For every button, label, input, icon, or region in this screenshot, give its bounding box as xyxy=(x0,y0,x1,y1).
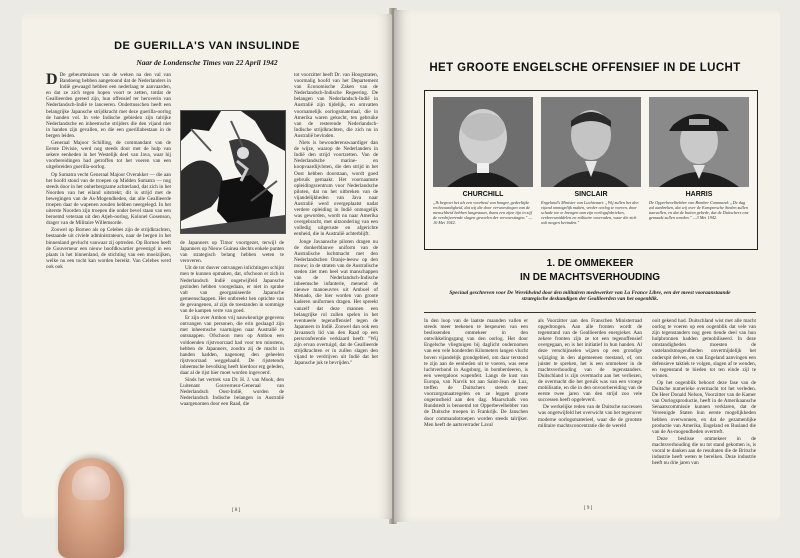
left-column-2 xyxy=(180,240,284,502)
paragraph: Op het oogenblik behoort deze fase van de Duitsche numerieke overmacht tot het verleden. De Heer Donald Nelson, Voorzitter van de Kamer van Oorlogsproductie, heeft in de Amerikaansche Senaatscommissie kunnen verklaren, dat de Vereenigde Staten hun eerste mogelijkheden hebben overwonnen, en dat de gezamenlijke productie van Amerika, Engeland en Rusland die van de As-mogendheden overtreft. xyxy=(652,379,756,435)
paragraph: Jonge Javaansche piloten dragen nu de donkerblauwe uniform van de Australische luchtmacht met den Nederlandschen Oranje-leeuw op den mouw; in de straten van de Australische steden ziet men heel wat manschappen van de Nederlandsch-Indische inheemsche infanterie, menend de nieuwe manoeuvres uit Amboel of Menado, die hier worden van groote kaderen uniformen dragen. Het spreekt vanzelf dat deze mannen een belangrijke rol zullen spelen in het eventueele tegenoffensief tegen de Japanners in Indië. Zoowel dan ook een Javaansch lid van den Raad op een persconferentie verklaard heeft: "Wij zijn ervan overtuigd, dat de Geallieerde strijdkrachten er in zullen slagen den vijand te verdrijven uit Indië dat het Japansche juk te bevrijden." xyxy=(294,238,378,367)
portrait-image xyxy=(649,97,749,187)
right-column-3 xyxy=(652,318,756,502)
paragraph: tot voorzitter heeft Dr. van Hoogstraten, voormalig hoofd van het Departement van Economische Zaken van de Nederlandsch-Indische Regeering. De belangen van Nederlandsch-Indië in Australië zijn tijdelijk, en omvatten voornamelijk oorlogsmateriaal, die in Amerika waren gekocht, ten gebruike van de resterende Nederlandsch-Indische strijdkrachten, die zich nu in Australië bevinden. xyxy=(294,72,378,139)
article-title: DE GUERILLA'S VAN INSULINDE xyxy=(114,40,300,52)
paragraph: Niets is bewonderenswaardiger dan de wijze, waarop de Nederlanders in Indië den strijd voortzetten. Van de Nederlandsche marine- en koopvaardijvloten, die den strijd in het Oost hebben doorstaan, wordt goed gebruik gemaakt. Het voornaamste opleidingscentrum voor Nederlandsche piloten, dat nu het uitbreken van de vijandelijkheden van Java naar Australië werd overgeplaatst nadat verdere opleiding in Indië onmogelijk was geworden, wordt nu naar Amerika overgebracht, met uitzondering van een volledig uitgeruste en afgerichte eenheid, die in Australië achterblijft. xyxy=(294,140,378,238)
portrait-name: HARRIS xyxy=(685,191,713,198)
paragraph: als Voorzitter aan den Franschen Ministerraad opgedrongen. Aan alle fronten wordt de tegenstand van de Geallieerden energieker. Aan zekere fronten zijn ze tot een tegenoffensief overgegaan, en is het initiatief in hun handen. Al deze verschijnselen wijzen op een grondige wijziging in den algemeenen toestand, of, om juister te spreken, het is een ommekeer in de machtsverhouding van de tegenstanders. Duitschland is zijn overmacht aan het verliezen, de overmacht die het geruik was van een vroege mobilisatie, en die in den onvoorbereiding van de eerste twee jaren van den strijd zoo vele successen heeft opgeleverd. xyxy=(538,318,642,404)
portrait-name: SINCLAIR xyxy=(574,191,608,198)
divider xyxy=(424,312,756,313)
portrait-frame xyxy=(424,90,758,250)
portrait-image xyxy=(433,97,533,187)
paragraph: Op Sumatra vecht Generaal Majoor Overakker — die aan het hoofd stond van de troepen op Midden Sumatra — nog steeds door in het onherbergzame achterland, dat zich in het Noorden van het eiland uitstrekt; dit is strijd met de bewegingen van de As-Mogendheden, dat alle Geallieerde troepen daar de wapenen zouden hebben neergelegd. In het uiterste Noorden zijn troepen die onder bevel staan van een beroemd veteraan uit den Atjeh-oorlog, Kolonel Gosenson, drager van de Militaire Willemsorde. xyxy=(46,171,171,227)
portrait-name: CHURCHILL xyxy=(462,191,504,198)
paragraph: Er zijn over Ambon vrij nauwkeurige gegevens ontvangen van personen, die erin geslaagd zijn met inheemsche vaartuigen naar Australië te ontsnappen. Ofschoon men op Ambon een voldoenden rijstvoorraad had voor ten minstens, hebben de Japanners, zoodra zij de macht in handen hadden, nagenoeg den geheelen rijstvoorraad weggehaald. De rijstetende inheemsche bevolking heeft hierdoor erg geleden, daar al de rijst hier moet worden ingevoerd. xyxy=(180,315,284,376)
section-subtitle: IN DE MACHTSVERHOUDING xyxy=(519,272,660,283)
photo-harris xyxy=(649,97,749,187)
guerilla-illustration xyxy=(180,110,286,234)
paragraph: Zoowel op Borneo als op Celebes zijn de strijdkrachten, bestaande uit civiele administrateurs, naar de bergen in het binnenland gevlucht vanwaar zij optreden. Op Borneo heeft de Gouverneur een nieuw hoofdkwartier gevestigd in een plaats in het binnenland, de stichting van een moeizijken, welke nu een tocht kan worden bereikt. Van Celebes werd ook ook xyxy=(46,227,171,270)
left-column-3 xyxy=(294,72,378,502)
paragraph: Uit de tot dusver ontvangen inlichtingen schijnt men te kunnen opmaken, dat, ofschoon er zich in Nederlandsch Indië ongetwijfeld Japansche gezinden hebben voorgedaan, er niet in sprake valt van georganiseerde Japansche gemeenschappen. Het ontbreekt hen optichte van de gevangenen, al zijn de toestanden in sommige van de kampen verre van goed. xyxy=(180,265,284,315)
drop-cap: D xyxy=(46,72,58,88)
paragraph: Deze beslisse ommekeer in de machtsverhouding die nu tot stand gekomen is, is vooral te danken aan de resultaten die de Britsche industrie heeft weten te bereiken. Deze industrie heeft nu drie jaren van xyxy=(652,435,756,467)
article-subtitle: Naar de Londensche Times van 22 April 1942 xyxy=(136,58,278,67)
photo-churchill xyxy=(433,97,533,187)
paragraph: Sinds het vertrek van Dr. H. J. van Mook, den Luitenant Gouverneur-Generaal van Nederlandsch Oost-Indië, worden de Nederlandsch Indische belangen in Australië waargenomen door een Raad, die xyxy=(180,377,284,408)
right-page xyxy=(394,10,780,522)
illustration-drawing xyxy=(181,111,285,233)
paragraph: De werkelijke reden van de Duitsche successen was ongetwijfeld het overwicht van het tegenover moderne oorlogsmaterieel, waar die de grootste militaire machtsconcentratie die de wereld xyxy=(538,404,642,429)
section-intro: Speciaal geschreven voor De Wereldwind door den militairen medewerker van La France Libre, een der meest vooraanstaande strategische deskundigen der Geallieerden van het oogenblik. xyxy=(449,290,731,303)
banner-title: HET GROOTE ENGELSCHE OFFENSIEF IN DE LUCHT xyxy=(429,62,741,74)
right-column-1 xyxy=(424,318,528,502)
left-column-1 xyxy=(46,72,171,502)
paragraph: ooit gekend had. Duitschland wist met alle macht oorlog te voeren op een oogenblik dat vele van zijn tegenstanders nog geen tiende deel van hun hulpbronnen hadden gemobiliseerd. In deze omstandigheden moesten de vastelandsmogendheden onvermijdelijk het onderspit delven, en van Engeland aanvingen een defensieve taktiek te volgen, slagen af te wenden, en tegenstand te bieden tot ten einde zijl te winnen. xyxy=(652,318,756,379)
section-title: 1. DE OMMEKEER xyxy=(546,258,634,269)
page-number-right: [ 9 ] xyxy=(584,506,593,511)
portrait-caption: Engeland's Minister van Luchtvaart: „Wij zullen het den vijand onmogelijk maken, verder oorlog te voeren, door schade toe te brengen aan zijn oorlogsfabrieken, verkeersmiddelen en militaire voorraden, waar die zich ook mogen bevinden." xyxy=(541,200,639,225)
photo-sinclair xyxy=(541,97,641,187)
paragraph: In den loop van de laatste maanden vallen er steeds meer teekenen te bespeuren van een beslissenden ommekeer in den ontwikkelingsgang van den oorlog. Het door Engelsche vliegtuigen bij daglicht ondernomen van een vele honderden Kilometers langen vlucht boven vijandelijk grondgebied, om daar terstond te zijn aan de eenheden uit te voeren, was eene luchtverbond in Augsburg, in bomberdeeren, is een weergaloos wapenfeit. Langs de kust van Europa, van Narvik tot aan Saint-Jean de Luz, treffen de Duitschers steeds meer voorzorgsmaatregelen en ze leggen groote ongerustheid aan den dag. Maarschalk von Rundstedt is benoemd tot Opperbevelhebber van de Duitsche troepen in Frankrijk. De Janschen door commandotroepen worden steeds talrijker. Men heeft de aartsverrader Laval xyxy=(424,318,528,428)
left-page xyxy=(22,14,392,519)
portrait-image xyxy=(541,97,641,187)
portrait-caption: De Opperbevelhebber van Bomber Command: „De dag zal aanbreken, dat wij over de Europeesche Steden zullen aanvallen, en dat de buiten gebede, dat de Duitschers ons gemaakt zullen worden." —3 Mei 1942. xyxy=(649,200,749,220)
thumb-nail xyxy=(72,466,110,500)
portrait-caption: „Ik begroet het als een voorheul van honger, gedeeltijke rechtvaardigheid, dat wij die door verwoestingen van de menschheid hebben langestaan, thans een zijne tijn in zijf de verdrijverende slagen gevoelen der verwoestingen." —10 Mei 1942. xyxy=(433,200,533,225)
page-number-left: [ 8 ] xyxy=(232,508,241,513)
paragraph: De gebeurtenissen van de weken na den val van Bandoeng hebben aangetoond dat de Nederlanders in Indië gewaagd hebben een nederlaag te aanvaarden, en dat ze zich tegen hopen voort te zetten, totdat de Geallieerden gereed zijn, hun offensief ter heroverin van Nederlandsch-Indië te lanceeren. Ondertusschen heeft een belangrijke Japansche strijdkracht met deze guerilla-oorlog de handen vol. In vele Indische gebieden zijn talrijke Nederlandsche en inheemsche strijders die den vijand niet in handen zijn gevallen, en die een guerillabestaan in de bergen leiden. xyxy=(46,72,171,139)
thumb-holding-page xyxy=(58,458,124,558)
paragraph: de Japanners op Timor voortgezet, terwijl de Japanners op Nieuw Guinea slechts enkele punten van strategisch belang hebben weten te veroveren. xyxy=(180,240,284,265)
right-column-2 xyxy=(538,318,642,502)
paragraph: Generaal Majoor Schilling, de commandant van de Eerste Divisie, werd nog steeds door met de hulp van sekere eenheden in het Westelijk deel van Java, waar hij voorbereidingen had getroffen tot het voeren van een uitgebreiden guerilla-oorlog. xyxy=(46,140,171,171)
